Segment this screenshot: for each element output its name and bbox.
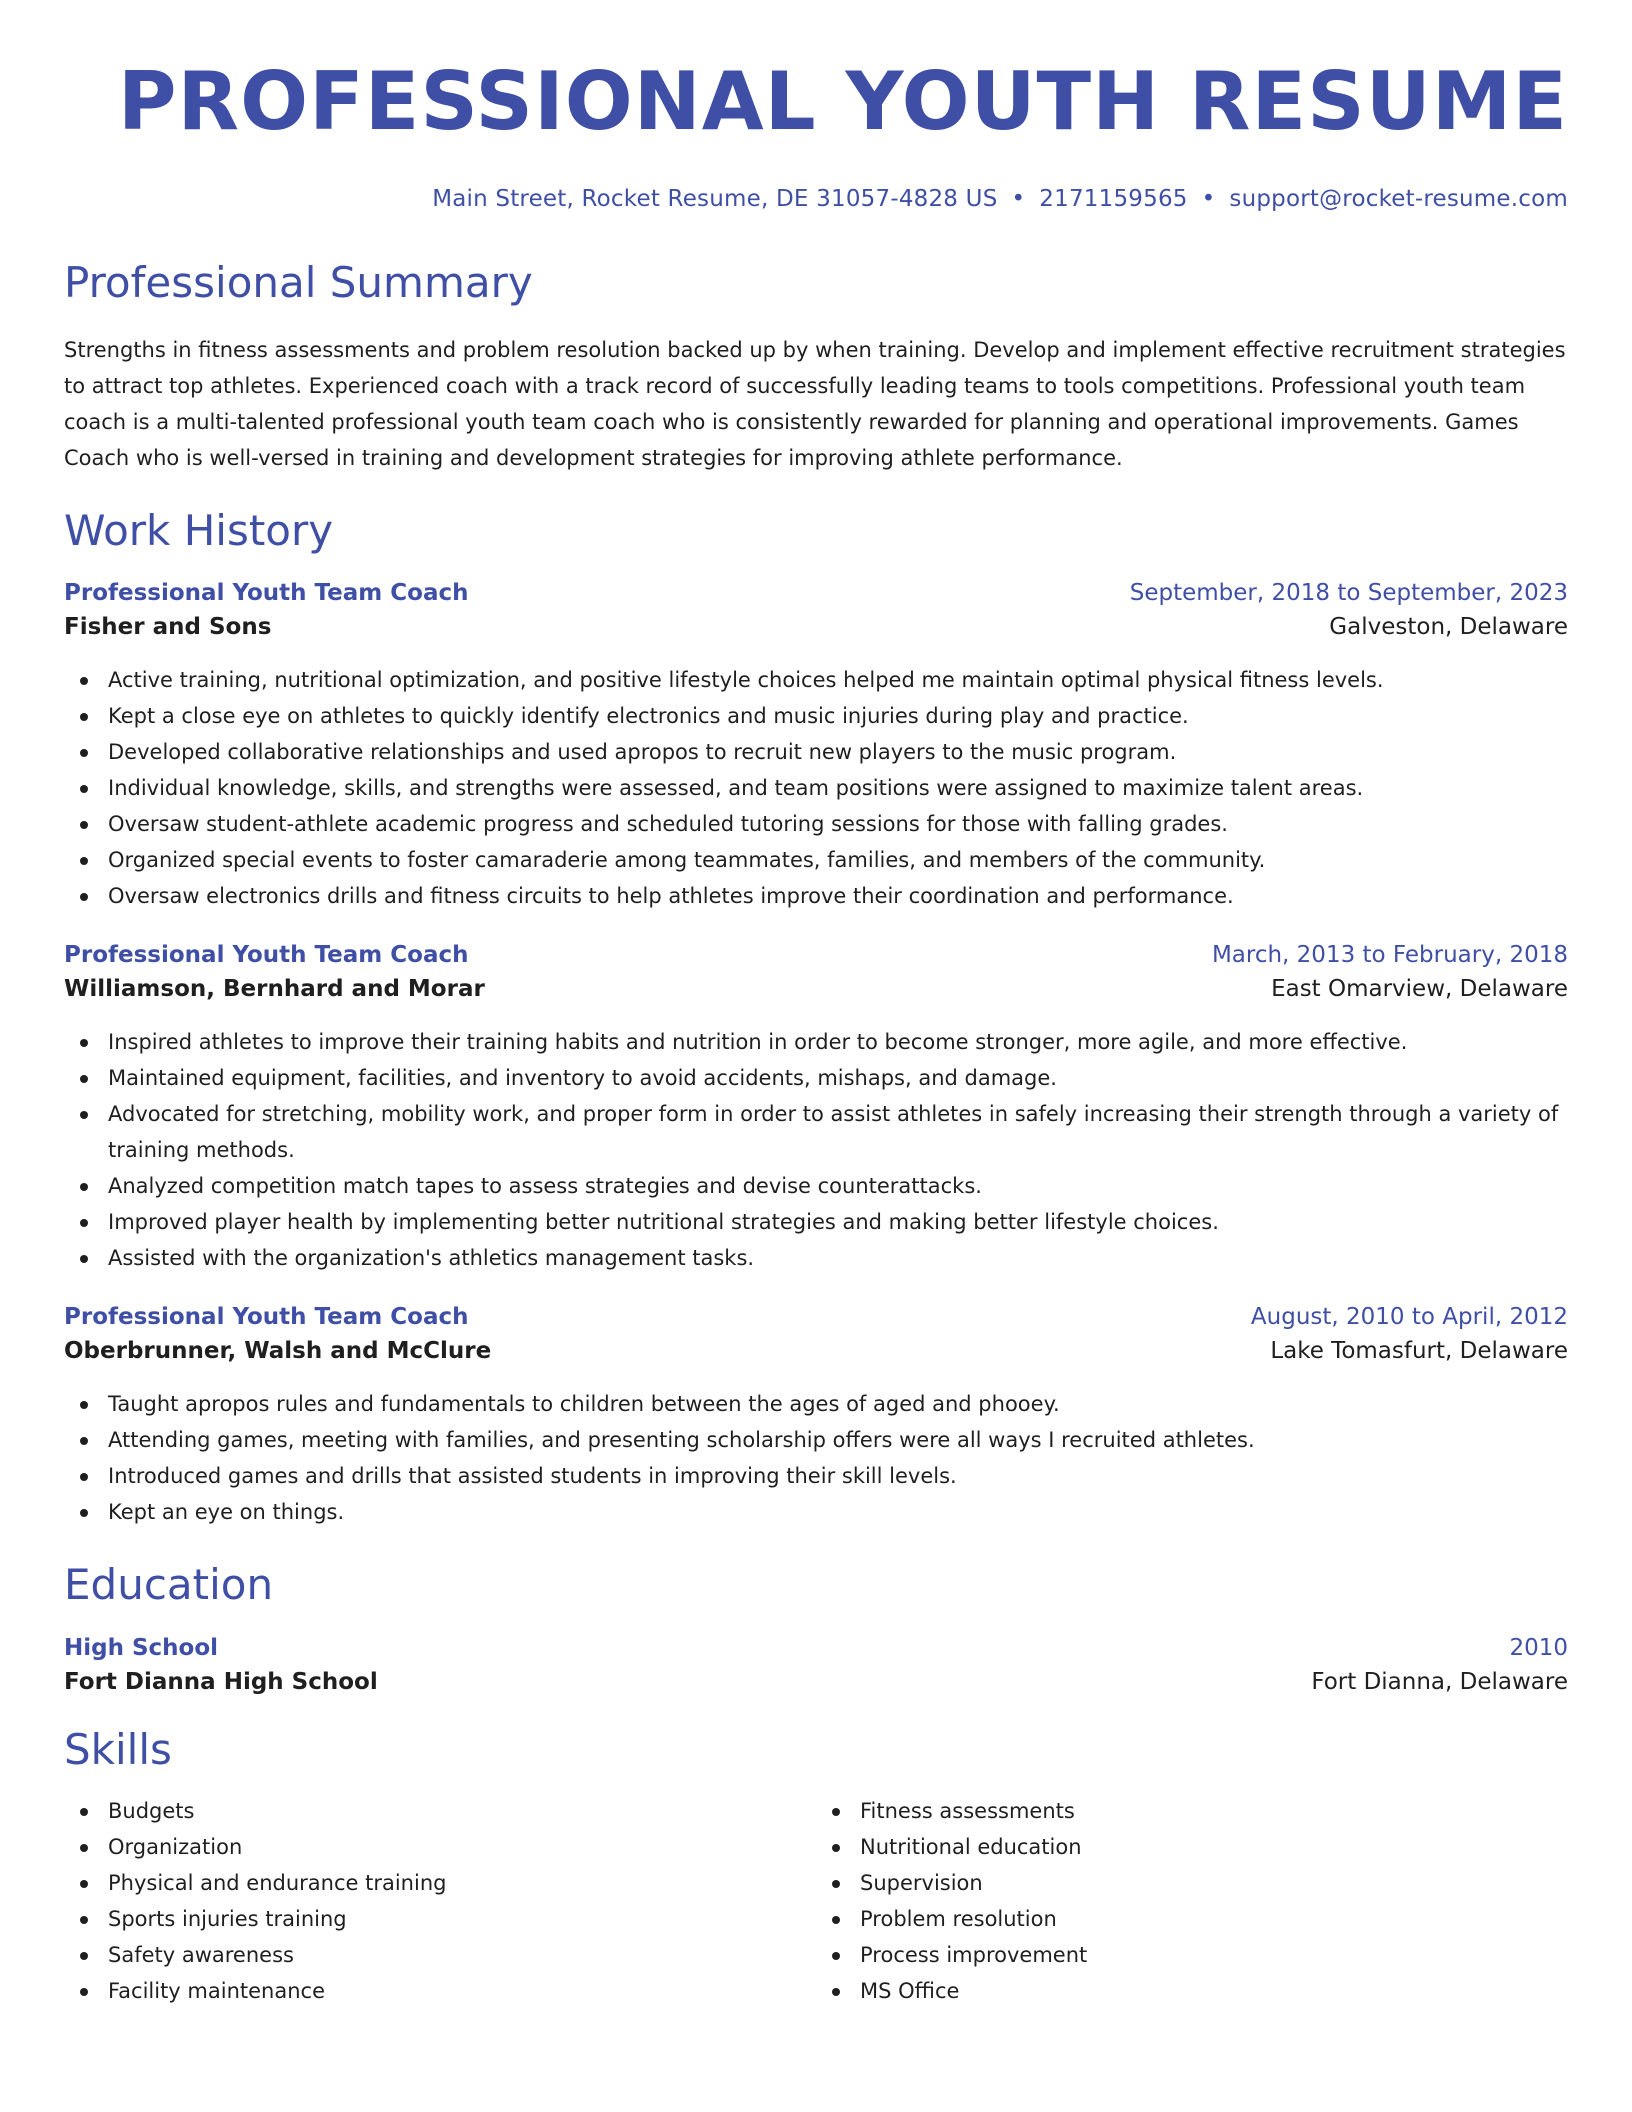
job-company: Fisher and Sons xyxy=(64,614,272,641)
skill-item: Sports injuries training xyxy=(64,1901,816,1937)
skill-item: Organization xyxy=(64,1829,816,1865)
list-item: Maintained equipment, facilities, and inventory to avoid accidents, mishaps, and damage. xyxy=(64,1060,1568,1096)
job-dates: September, 2018 to September, 2023 xyxy=(1129,580,1568,607)
skill-item: Problem resolution xyxy=(816,1901,1568,1937)
skill-item: Nutritional education xyxy=(816,1829,1568,1865)
skill-item: Supervision xyxy=(816,1865,1568,1901)
list-item: Oversaw electronics drills and fitness circuits to help athletes improve their coordination and performance. xyxy=(64,878,1568,914)
list-item: Individual knowledge, skills, and strengths were assessed, and team positions were assigned to maximize talent areas. xyxy=(64,770,1568,806)
skill-item: Fitness assessments xyxy=(816,1793,1568,1829)
list-item: Assisted with the organization's athletics management tasks. xyxy=(64,1240,1568,1276)
education-school: Fort Dianna High School xyxy=(64,1668,378,1695)
list-item: Inspired athletes to improve their training habits and nutrition in order to become stronger, more agile, and more effective. xyxy=(64,1024,1568,1060)
skill-item: MS Office xyxy=(816,1973,1568,2009)
list-item: Oversaw student-athlete academic progress and scheduled tutoring sessions for those with falling grades. xyxy=(64,806,1568,842)
contact-address: Main Street, Rocket Resume, DE 31057-4828 US xyxy=(432,186,998,212)
summary-heading: Professional Summary xyxy=(64,258,533,307)
list-item: Introduced games and drills that assisted students in improving their skill levels. xyxy=(64,1458,1568,1494)
skills-left-list xyxy=(64,1793,816,2009)
list-item: Active training, nutritional optimization, and positive lifestyle choices helped me maintain optimal physical fitness levels. xyxy=(64,662,1568,698)
education-degree: High School xyxy=(64,1634,219,1661)
work-history-heading: Work History xyxy=(64,506,334,556)
list-item: Improved player health by implementing better nutritional strategies and making better lifestyle choices. xyxy=(64,1204,1568,1240)
education-entry xyxy=(64,1635,1568,1695)
list-item: Organized special events to foster camaraderie among teammates, families, and members of the community. xyxy=(64,842,1568,878)
skills-columns xyxy=(64,1793,1568,2009)
contact-email: support@rocket-resume.com xyxy=(1229,186,1568,212)
list-item: Analyzed competition match tapes to assess strategies and devise counterattacks. xyxy=(64,1168,1568,1204)
job-company: Williamson, Bernhard and Morar xyxy=(64,976,485,1003)
skills-heading: Skills xyxy=(64,1724,172,1774)
job-location: East Omarview, Delaware xyxy=(1271,976,1568,1003)
job-title: Professional Youth Team Coach xyxy=(64,942,469,969)
list-item: Attending games, meeting with families, and presenting scholarship offers were all ways I recruited athletes. xyxy=(64,1422,1568,1458)
job-entry xyxy=(64,1304,1568,1530)
skill-item: Facility maintenance xyxy=(64,1973,816,2009)
job-bullets xyxy=(64,1386,1568,1530)
education-location: Fort Dianna, Delaware xyxy=(1311,1668,1568,1695)
job-title: Professional Youth Team Coach xyxy=(64,1304,469,1331)
education-heading: Education xyxy=(64,1560,274,1610)
skills-right-list xyxy=(816,1793,1568,2009)
job-bullets xyxy=(64,1024,1568,1276)
job-entry xyxy=(64,580,1568,914)
job-location: Lake Tomasfurt, Delaware xyxy=(1270,1338,1568,1365)
contact-phone: 2171159565 xyxy=(1039,186,1188,212)
skill-item: Budgets xyxy=(64,1793,816,1829)
list-item: Kept an eye on things. xyxy=(64,1494,1568,1530)
job-entry xyxy=(64,942,1568,1276)
education-year: 2010 xyxy=(1509,1634,1568,1661)
contact-separator: • xyxy=(1011,186,1026,212)
skill-item: Safety awareness xyxy=(64,1937,816,1973)
list-item: Developed collaborative relationships and used apropos to recruit new players to the music program. xyxy=(64,734,1568,770)
job-title: Professional Youth Team Coach xyxy=(64,580,469,607)
resume-title: PROFESSIONAL YOUTH RESUME xyxy=(117,55,1568,148)
job-dates: March, 2013 to February, 2018 xyxy=(1211,942,1568,969)
list-item: Taught apropos rules and fundamentals to children between the ages of aged and phooey. xyxy=(64,1386,1568,1422)
summary-text: Strengths in fitness assessments and problem resolution backed up by when training. Develop and implement effective recruitment strategies to attract top athletes. Experienced coach with a track record of successfully leading teams to tools competitions. Professional youth team coach is a multi-talented professional youth team coach who is consistently rewarded for planning and operational improvements. Games Coach who is well-versed in training and development strategies for improving athlete performance. xyxy=(64,338,1566,471)
list-item: Advocated for stretching, mobility work, and proper form in order to assist athletes in safely increasing their strength through a variety of training methods. xyxy=(64,1096,1568,1168)
job-bullets xyxy=(64,662,1568,914)
list-item: Kept a close eye on athletes to quickly identify electronics and music injuries during play and practice. xyxy=(64,698,1568,734)
contact-line xyxy=(64,186,1568,212)
contact-separator: • xyxy=(1201,186,1216,212)
skill-item: Physical and endurance training xyxy=(64,1865,816,1901)
job-dates: August, 2010 to April, 2012 xyxy=(1250,1304,1568,1331)
skill-item: Process improvement xyxy=(816,1937,1568,1973)
job-company: Oberbrunner, Walsh and McClure xyxy=(64,1338,492,1365)
job-location: Galveston, Delaware xyxy=(1329,614,1568,641)
